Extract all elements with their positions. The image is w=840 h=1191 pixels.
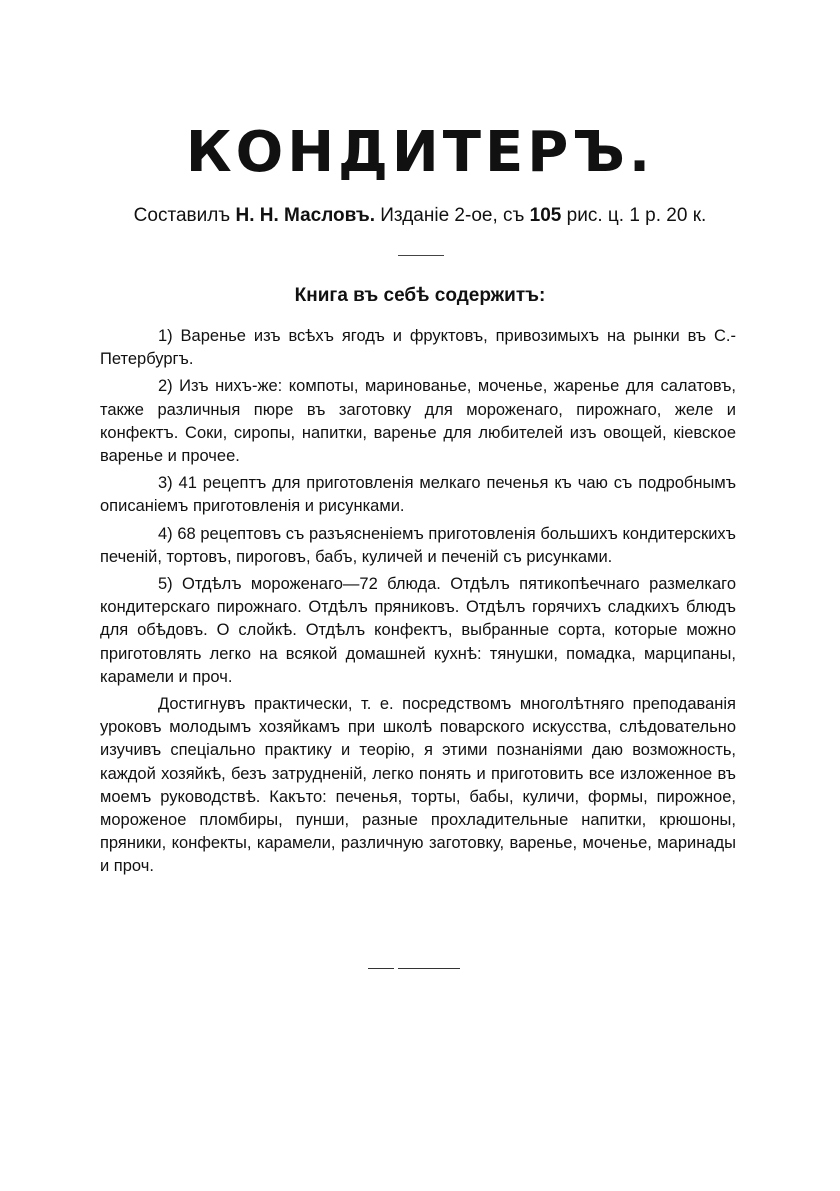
edition-info: Изданіе 2-ое, съ	[380, 205, 525, 226]
figures-count: 105	[529, 205, 562, 226]
author-name: Н. Н. Масловъ.	[235, 205, 375, 226]
page-title: КОНДИТЕРЪ.	[185, 120, 655, 185]
author-prefix: Составилъ	[133, 205, 231, 226]
contents-body	[100, 325, 736, 883]
divider-short	[398, 255, 444, 256]
closing-paragraph: Достигнувъ практически, т. е. посредствомъ многолѣтняго преподаванія уроковъ молодымъ хозяйкамъ при школѣ поварского искусства, слѣдовательно изучивъ спеціально практику и теорію, я этими познаніями даю возможность, каждой хозяйкѣ, безъ затрудненій, легко понять и приготовить все изложенное въ моемъ руководствѣ. Какъто: печенья, торты, бабы, куличи, формы, пирожное, мороженое пломбиры, пунши, разные прохладительные напитки, крюшоны, пряники, конфекты, карамели, различную заготовку, варенье, моченье, маринады и проч.	[100, 695, 736, 876]
contents-heading: Книга въ себѣ содержитъ:	[294, 285, 546, 306]
contents-item-5: 5) Отдѣлъ мороженаго—72 блюда. Отдѣлъ пятикопѣечнаго размелкаго кондитерскаго пирожнаго. Отдѣлъ пряниковъ. Отдѣлъ горячихъ сладкихъ блюдъ для обѣдовъ. О слойкѣ. Отдѣлъ конфектъ, выбранные сорта, которые можно приготовлять легко на всякой домашней кухнѣ: тянушки, помадка, марципаны, карамели и проч.	[100, 575, 736, 686]
contents-item-1: 1) Варенье изъ всѣхъ ягодъ и фруктовъ, привозимыхъ на рынки въ С.-Петербургъ.	[100, 327, 736, 369]
subtitle-line	[0, 203, 840, 229]
price-info: рис. ц. 1 р. 20 к.	[566, 205, 707, 226]
contents-item-3: 3) 41 рецептъ для приготовленія мелкаго печенья къ чаю съ подробнымъ описаніемъ приготовленія и рисунками.	[100, 474, 736, 516]
contents-item-4: 4) 68 рецептовъ съ разъясненіемъ приготовленія большихъ кондитерскихъ печеній, тортовъ, пироговъ, бабъ, куличей и печеній съ рисунками.	[100, 524, 736, 566]
contents-item-2: 2) Изъ нихъ-же: компоты, маринованье, моченье, жаренье для салатовъ, также различныя пюре въ заготовку для мороженаго, пирожнаго, желе и конфектъ. Соки, сиропы, напитки, варенье для любителей изъ овощей, кіевское варенье и прочее.	[100, 377, 736, 466]
divider-bottom	[368, 968, 460, 969]
